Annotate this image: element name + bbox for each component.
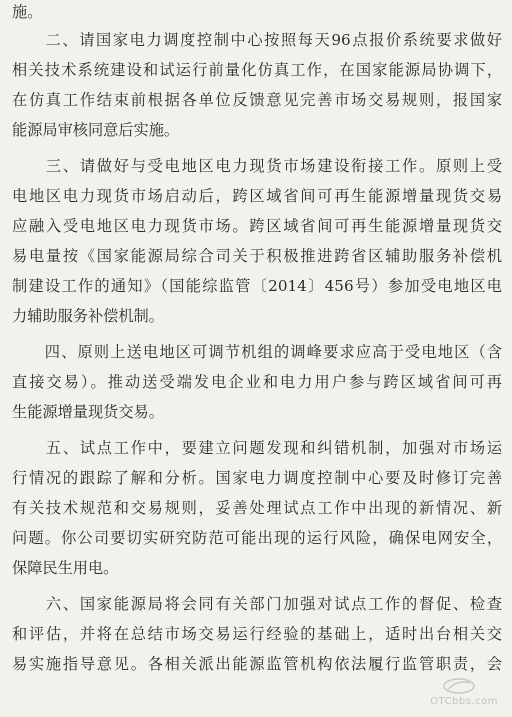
- text-line: 有关技术规范和交易规则，妥善处理试点工作中出现的新情况、新: [12, 499, 502, 517]
- text-line: 行情况的跟踪了解和分析。国家电力调度控制中心要及时修订完善: [12, 469, 502, 487]
- text-line: 五、试点工作中，要建立问题发现和纠错机制，加强对市场运: [12, 439, 502, 457]
- text-line: 六、国家能源局将会同有关部门加强对试点工作的督促、检查: [12, 595, 502, 613]
- text-line: 直接交易）。推动送受端发电企业和电力用户参与跨区域省间可再: [12, 373, 502, 391]
- watermark-text: OTCbbs.com: [430, 696, 498, 707]
- text-line: 施。: [12, 3, 43, 21]
- text-line: 能源局审核同意后实施。: [12, 121, 180, 139]
- text-line: 易电量按《国家能源局综合司关于积极推进跨省区辅助服务补偿机: [12, 247, 502, 265]
- text-line: 在仿真工作结束前根据各单位反馈意见完善市场交易规则，报国家: [12, 91, 502, 109]
- text-line: 力辅助服务补偿机制。: [12, 307, 164, 325]
- text-line: 和评估，并将在总结市场交易运行经验的基础上，适时出台相关交: [12, 625, 502, 643]
- text-line: 二、请国家电力调度控制中心按照每天96点报价系统要求做好: [12, 31, 502, 49]
- text-line: 保障民生用电。: [12, 559, 119, 577]
- text-line: 应融入受电地区电力现货市场。跨区域省间可再生能源增量现货交: [12, 217, 502, 235]
- text-line: 问题。你公司要切实研究防范可能出现的运行风险，确保电网安全，: [12, 529, 502, 547]
- text-line: 易实施指导意见。各相关派出能源监管机构依法履行监管职责，会: [12, 655, 502, 673]
- text-line: 三、请做好与受电地区电力现货市场建设衔接工作。原则上受: [12, 157, 502, 175]
- watermark: [428, 679, 506, 713]
- text-line: 制建设工作的通知》（国能综监管〔2014〕456号）参加受电地区电: [12, 277, 502, 295]
- watermark-logo-icon: [442, 677, 476, 695]
- text-line: 相关技术系统建设和试运行前量化仿真工作，在国家能源局协调下，: [12, 61, 502, 79]
- text-line: 生能源增量现货交易。: [12, 403, 164, 421]
- text-line: 四、原则上送电地区可调节机组的调峰要求应高于受电地区（含: [12, 343, 502, 361]
- text-line: 电地区电力现货市场启动后，跨区域省间可再生能源增量现货交易: [12, 187, 502, 205]
